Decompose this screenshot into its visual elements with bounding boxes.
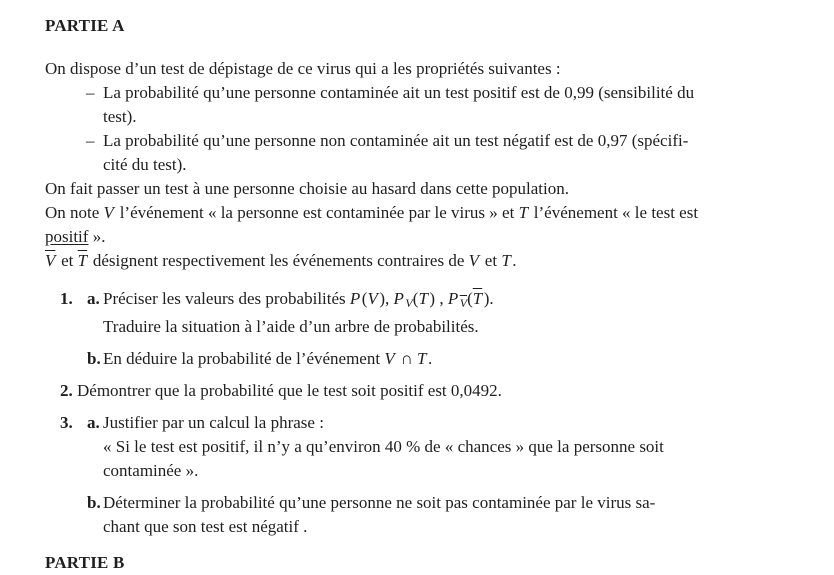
text-segment: P	[393, 289, 404, 308]
text-segment: V	[468, 251, 480, 270]
text-segment: T	[418, 289, 428, 308]
text-segment: $\overline{V}$	[459, 296, 468, 310]
question-1	[45, 287, 794, 371]
intro-paragraph	[45, 57, 794, 273]
question-1-number: 1.	[60, 289, 73, 308]
text-segment: et	[480, 251, 502, 270]
question-1b-label: b.	[87, 349, 101, 368]
text-segment: P	[349, 289, 361, 308]
question-2-text: Démontrer que la probabilité que le test soit positif est 0,0492.	[77, 381, 502, 400]
text-segment: $\overline{T}$	[77, 251, 88, 270]
intro-line-positif	[45, 225, 794, 249]
bullet-dash: –	[86, 131, 95, 150]
text-segment: (	[361, 289, 368, 308]
text-segment: Préciser les valeurs des probabilités	[103, 289, 350, 308]
question-2-number: 2.	[60, 381, 73, 400]
question-3a-line1: Justifier par un calcul la phrase :	[103, 413, 324, 432]
text-segment: positif	[45, 227, 89, 246]
question-1a-line2: Traduire la situation à l’aide d’un arbre de probabilités.	[103, 317, 479, 336]
text-segment: ».	[88, 227, 106, 246]
questions-list	[45, 287, 794, 539]
bullet-sensitivity-text: La probabilité qu’une personne contaminée ait un test positif est de 0,99 (sensibilité du	[103, 83, 695, 102]
text-segment: T	[501, 251, 511, 270]
question-1b	[45, 347, 794, 371]
text-segment: désignent respectivement les événements contraires de	[88, 251, 469, 270]
bullet-specificity-text: La probabilité qu’une personne non contaminée ait un test négatif est de 0,97 (spécifi-	[103, 131, 689, 150]
bullet-sensitivity-continuation: test).	[103, 107, 137, 126]
text-segment: On note	[45, 203, 104, 222]
question-1a-line1	[103, 287, 794, 315]
text-segment: et	[56, 251, 78, 270]
text-segment: ),	[379, 289, 394, 308]
question-3	[45, 411, 794, 539]
intro-line-properties: On dispose d’un test de dépistage de ce virus qui a les propriétés suivantes :	[45, 59, 561, 78]
question-1b-text	[103, 347, 794, 371]
text-segment: $\overline{V}$	[45, 251, 56, 270]
text-segment: l’événement « la personne est contaminée par le virus » et	[115, 203, 519, 222]
bullet-specificity-continuation: cité du test).	[103, 155, 187, 174]
text-segment: En déduire la probabilité de l’événement	[103, 349, 385, 368]
question-3b-label: b.	[87, 493, 101, 512]
question-3a	[45, 411, 794, 483]
question-3b	[45, 491, 794, 539]
question-3b-line1: Déterminer la probabilité qu’une personne ne soit pas contaminée par le virus sa-	[103, 493, 656, 512]
question-3a-line2: « Si le test est positif, il n’y a qu’environ 40 % de « chances » que la personne soit	[103, 437, 664, 456]
bullet-dash: –	[86, 83, 95, 102]
text-segment: V	[103, 203, 114, 222]
text-segment: P	[447, 289, 459, 308]
text-segment: .	[512, 251, 517, 270]
text-segment: $\overline{T}$	[472, 289, 483, 308]
part-a-heading: PARTIE A	[45, 16, 125, 35]
text-segment: T	[518, 203, 529, 222]
text-segment: V	[384, 349, 395, 368]
intro-line-note-events	[45, 201, 794, 225]
bullet-item-specificity	[45, 129, 794, 153]
text-segment: (	[412, 289, 419, 308]
intro-line-contraires	[45, 249, 794, 273]
text-segment: V	[405, 296, 413, 310]
question-1a	[45, 287, 794, 339]
text-segment: ∩	[396, 349, 418, 368]
text-segment: ) ,	[429, 289, 448, 308]
text-segment: (	[467, 289, 473, 308]
question-1a-label: a.	[87, 289, 100, 308]
question-3-number: 3.	[60, 413, 73, 432]
text-segment: T	[417, 349, 427, 368]
question-3b-line2: chant que son test est négatif .	[103, 517, 308, 536]
text-segment: .	[427, 349, 433, 368]
text-segment: V	[367, 289, 378, 308]
bullet-item-sensitivity	[45, 81, 794, 105]
question-3a-line3: contaminée ».	[103, 461, 199, 480]
part-b-heading: PARTIE B	[45, 553, 125, 572]
question-3a-label: a.	[87, 413, 100, 432]
text-segment: l’événement « le test est	[529, 203, 699, 222]
text-segment: ).	[483, 289, 494, 308]
intro-line-pass-test: On fait passer un test à une personne choisie au hasard dans cette population.	[45, 179, 570, 198]
question-2	[45, 379, 794, 403]
